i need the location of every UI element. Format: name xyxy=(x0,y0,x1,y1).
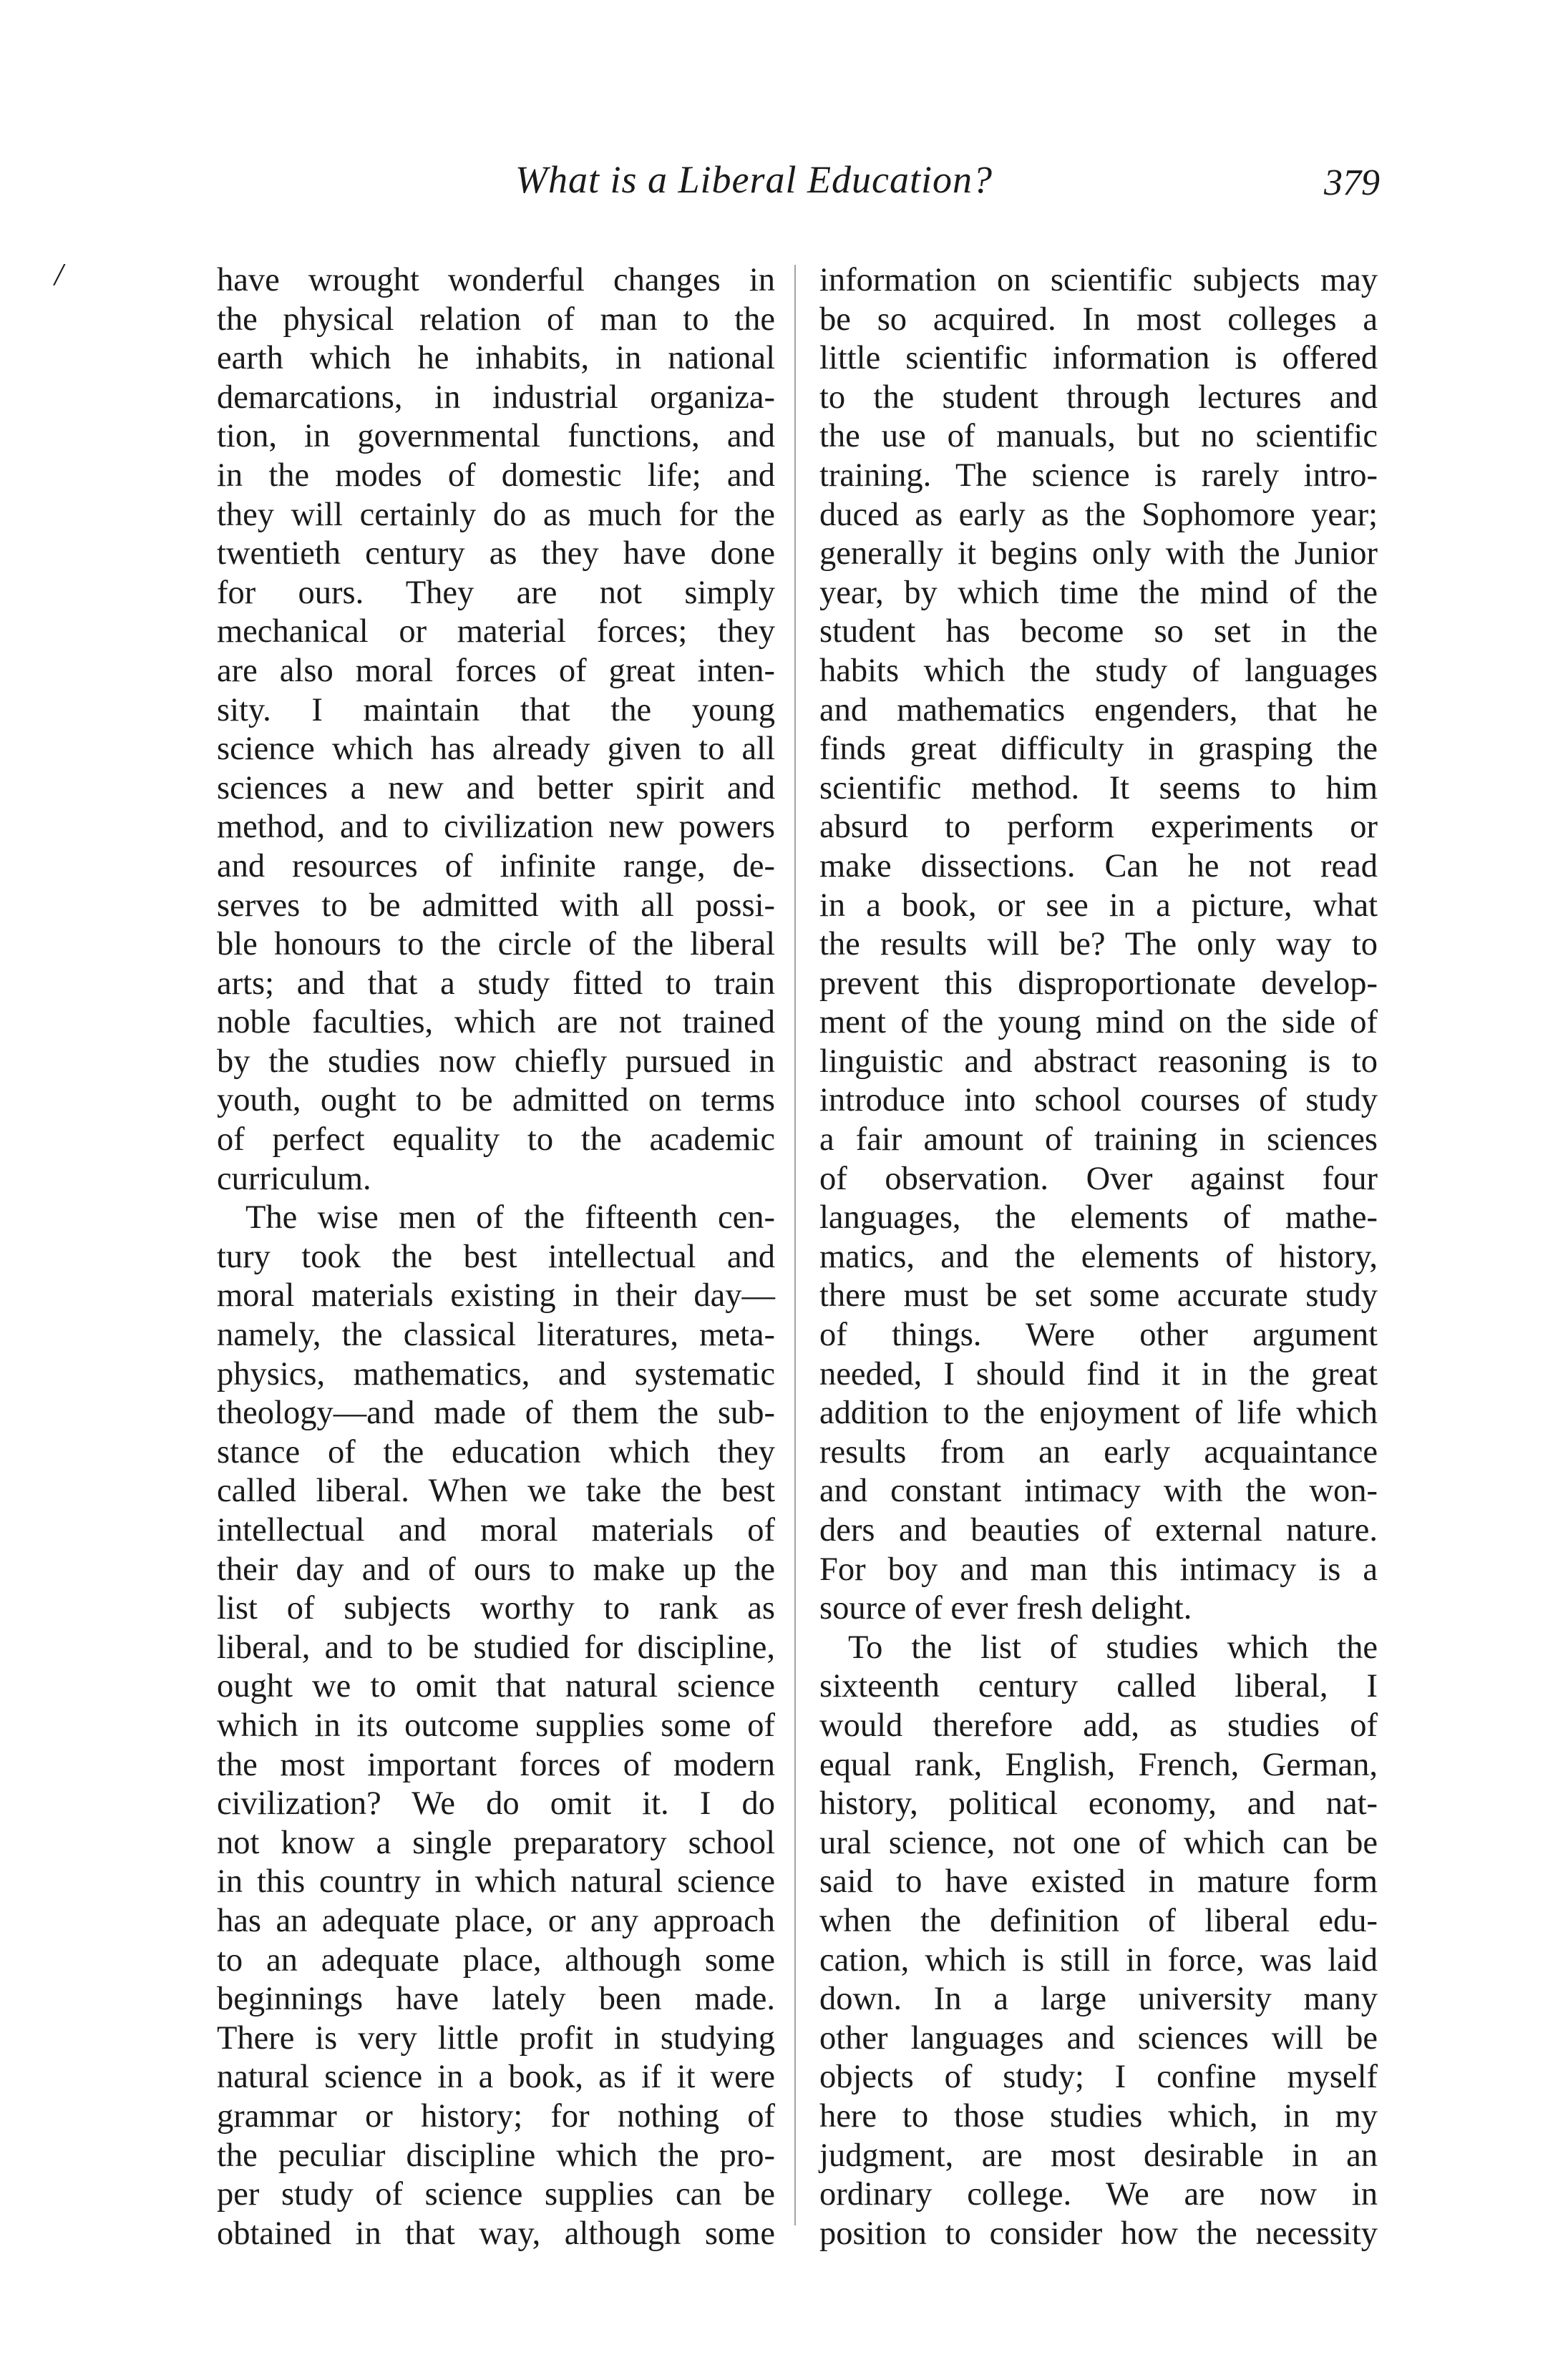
text-line: have wrought wonderful changes in xyxy=(217,262,775,298)
text-line: ural science, not one of which can be xyxy=(819,1824,1378,1861)
text-line: information on scientific subjects may xyxy=(819,262,1378,298)
text-line: There is very little profit in studying xyxy=(217,2019,775,2057)
text-line: youth, ought to be admitted on terms xyxy=(217,1082,775,1119)
text-line: absurd to perform experiments or xyxy=(819,809,1378,846)
text-line: would therefore add, as studies of xyxy=(819,1707,1378,1744)
text-line: to the student through lectures and xyxy=(819,379,1378,416)
text-line: moral materials existing in their day— xyxy=(217,1277,775,1315)
text-line: has an adequate place, or any approach xyxy=(217,1902,775,1939)
text-line: earth which he inhabits, in national xyxy=(217,340,775,377)
text-line: generally it begins only with the Junior xyxy=(819,535,1378,572)
text-line: student has become so set in the xyxy=(819,613,1378,650)
text-line: and constant intimacy with the won- xyxy=(819,1473,1378,1510)
text-line: sciences a new and better spirit and xyxy=(217,769,775,806)
text-line: called liberal. When we take the best xyxy=(217,1473,775,1510)
left-text-column xyxy=(217,261,775,2253)
text-line: in the modes of domestic life; and xyxy=(217,457,775,494)
text-line: make dissections. Can he not read xyxy=(819,847,1378,884)
text-line: are also moral forces of great inten- xyxy=(217,652,775,689)
text-line: the use of manuals, but no scientific xyxy=(819,418,1378,455)
text-line: tion, in governmental functions, and xyxy=(217,418,775,455)
text-line: source of ever fresh delight. xyxy=(819,1590,1192,1627)
text-line: judgment, are most desirable in an xyxy=(819,2137,1378,2174)
text-line: ordinary college. We are now in xyxy=(819,2176,1378,2213)
text-line: of observation. Over against four xyxy=(819,1160,1378,1197)
text-line: of things. Were other argument xyxy=(819,1317,1378,1354)
text-line: in this country in which natural science xyxy=(217,1863,775,1901)
text-line: mechanical or material forces; they xyxy=(217,613,775,650)
text-line: by the studies now chiefly pursued in xyxy=(217,1043,775,1080)
text-line: theology—and made of them the sub- xyxy=(217,1395,775,1432)
text-line: physics, mathematics, and systematic xyxy=(217,1355,775,1393)
running-head xyxy=(0,157,1553,215)
text-line: to an adequate place, although some xyxy=(217,1941,775,1979)
text-line: which in its outcome supplies some of xyxy=(217,1707,775,1744)
page-number: 379 xyxy=(1324,162,1380,203)
text-line: intellectual and moral materials of xyxy=(217,1512,775,1549)
text-line: addition to the enjoyment of life which xyxy=(819,1395,1378,1432)
text-line: there must be set some accurate study xyxy=(819,1277,1378,1315)
text-line: history, political economy, and nat- xyxy=(819,1785,1378,1823)
text-line: natural science in a book, as if it were xyxy=(217,2059,775,2096)
text-line: a fair amount of training in sciences xyxy=(819,1121,1378,1159)
running-title: What is a Liberal Education? xyxy=(515,158,993,201)
text-line: needed, I should find it in the great xyxy=(819,1355,1378,1393)
text-line: To the list of studies which the xyxy=(848,1629,1378,1666)
text-line: obtained in that way, although some xyxy=(217,2215,775,2252)
margin-mark: / xyxy=(54,257,64,292)
text-line: ment of the young mind on the side of xyxy=(819,1004,1378,1041)
text-line: cation, which is still in force, was laid xyxy=(819,1941,1378,1979)
text-line: list of subjects worthy to rank as xyxy=(217,1590,775,1627)
text-line: noble faculties, which are not trained xyxy=(217,1004,775,1041)
text-line: For boy and man this intimacy is a xyxy=(819,1551,1378,1588)
text-line: the peculiar discipline which the pro- xyxy=(217,2137,775,2174)
text-line: The wise men of the fifteenth cen- xyxy=(245,1199,775,1237)
text-line: ble honours to the circle of the liberal xyxy=(217,926,775,963)
text-line: for ours. They are not simply xyxy=(217,574,775,611)
text-line: sixteenth century called liberal, I xyxy=(819,1668,1378,1705)
text-line: stance of the education which they xyxy=(217,1433,775,1471)
text-line: and resources of infinite range, de- xyxy=(217,847,775,884)
text-line: when the definition of liberal edu- xyxy=(819,1902,1378,1939)
text-line: sity. I maintain that the young xyxy=(217,691,775,728)
text-line: said to have existed in mature form xyxy=(819,1863,1378,1901)
text-line: here to those studies which, in my xyxy=(819,2097,1378,2135)
text-line: ought we to omit that natural science xyxy=(217,1668,775,1705)
text-line: namely, the classical literatures, meta- xyxy=(217,1317,775,1354)
text-line: curriculum. xyxy=(217,1160,371,1197)
text-line: the results will be? The only way to xyxy=(819,926,1378,963)
text-line: finds great difficulty in grasping the xyxy=(819,731,1378,768)
text-line: results from an early acquaintance xyxy=(819,1433,1378,1471)
text-line: in a book, or see in a picture, what xyxy=(819,887,1378,924)
text-line: habits which the study of languages xyxy=(819,652,1378,689)
text-line: liberal, and to be studied for discipline, xyxy=(217,1629,775,1666)
text-line: their day and of ours to make up the xyxy=(217,1551,775,1588)
column-divider-rule xyxy=(794,265,796,2225)
text-line: objects of study; I confine myself xyxy=(819,2059,1378,2096)
text-line: they will certainly do as much for the xyxy=(217,496,775,533)
text-line: matics, and the elements of history, xyxy=(819,1238,1378,1275)
text-line: grammar or history; for nothing of xyxy=(217,2097,775,2135)
text-line: linguistic and abstract reasoning is to xyxy=(819,1043,1378,1080)
right-text-column xyxy=(819,261,1378,2253)
text-line: year, by which time the mind of the xyxy=(819,574,1378,611)
text-line: twentieth century as they have done xyxy=(217,535,775,572)
text-line: civilization? We do omit it. I do xyxy=(217,1785,775,1823)
text-line: ders and beauties of external nature. xyxy=(819,1512,1378,1549)
text-line: training. The science is rarely intro- xyxy=(819,457,1378,494)
text-line: serves to be admitted with all possi- xyxy=(217,887,775,924)
text-line: method, and to civilization new powers xyxy=(217,809,775,846)
text-line: and mathematics engenders, that he xyxy=(819,691,1378,728)
text-line: languages, the elements of mathe- xyxy=(819,1199,1378,1237)
text-line: demarcations, in industrial organiza- xyxy=(217,379,775,416)
text-line: be so acquired. In most colleges a xyxy=(819,301,1378,338)
text-line: per study of science supplies can be xyxy=(217,2176,775,2213)
text-line: introduce into school courses of study xyxy=(819,1082,1378,1119)
text-line: scientific method. It seems to him xyxy=(819,769,1378,806)
text-line: the physical relation of man to the xyxy=(217,301,775,338)
text-line: arts; and that a study fitted to train xyxy=(217,965,775,1002)
text-line: equal rank, English, French, German, xyxy=(819,1746,1378,1783)
text-line: duced as early as the Sophomore year; xyxy=(819,496,1378,533)
text-line: other languages and sciences will be xyxy=(819,2019,1378,2057)
text-line: prevent this disproportionate develop- xyxy=(819,965,1378,1002)
text-line: little scientific information is offered xyxy=(819,340,1378,377)
text-line: the most important forces of modern xyxy=(217,1746,775,1783)
text-line: beginnings have lately been made. xyxy=(217,1981,775,2018)
text-line: tury took the best intellectual and xyxy=(217,1238,775,1275)
text-line: of perfect equality to the academic xyxy=(217,1121,775,1159)
text-line: science which has already given to all xyxy=(217,731,775,768)
text-line: down. In a large university many xyxy=(819,1981,1378,2018)
text-line: not know a single preparatory school xyxy=(217,1824,775,1861)
text-line: position to consider how the necessity xyxy=(819,2215,1378,2252)
